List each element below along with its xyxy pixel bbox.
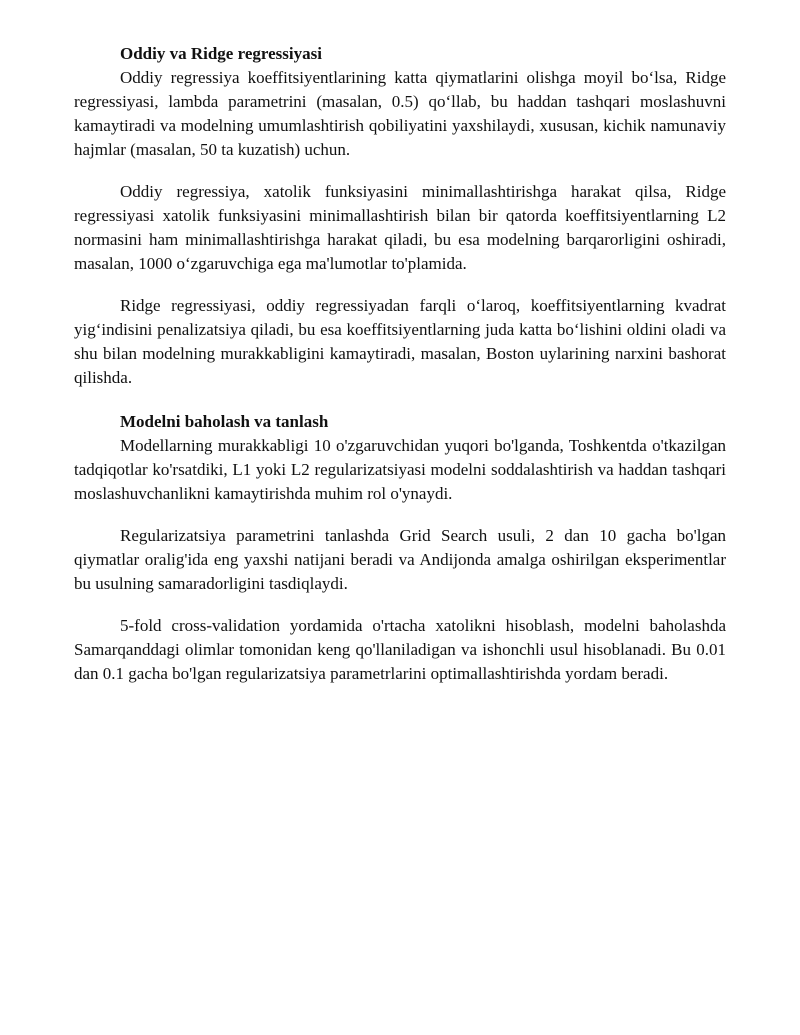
paragraph-spacer <box>74 276 726 294</box>
paragraph-spacer <box>74 162 726 180</box>
section-spacer <box>74 390 726 410</box>
paragraph-spacer <box>74 596 726 614</box>
document-page <box>74 42 726 686</box>
paragraph: Modellarning murakkabligi 10 o'zgaruvchidan yuqori bo'lganda, Toshkentda o'tkazilgan tadqiqotlar ko'rsatdiki, L1 yoki L2 regularizatsiyasi modelni soddalashtirish va haddan tashqari moslashuvchanlikni kamaytirishda muhim rol o'ynaydi. <box>74 436 726 503</box>
paragraph: Oddiy regressiya, xatolik funksiyasini minimallashtirishga harakat qilsa, Ridge regressiyasi xatolik funksiyasini minimallashtirish bilan bir qatorda koeffitsiyentlarning L2 normasini ham minimallashtirishga harakat qiladi, bu esa modelning barqarorligini oshiradi, masalan, 1000 o‘zgaruvchiga ega ma'lumotlar to'plamida. <box>74 182 726 273</box>
paragraph: Oddiy regressiya koeffitsiyentlarining katta qiymatlarini olishga moyil bo‘lsa, Ridge regressiyasi, lambda parametrini (masalan, 0.5) qo‘llab, bu haddan tashqari moslashuvni kamaytiradi va modelning umumlashtirish qobiliyatini yaxshilaydi, xususan, kichik namunaviy hajmlar (masalan, 50 ta kuzatish) uchun. <box>74 68 726 159</box>
paragraph: 5-fold cross-validation yordamida o'rtacha xatolikni hisoblash, modelni baholashda Samarqanddagi olimlar tomonidan keng qo'llaniladigan va ishonchli usul hisoblanadi. Bu 0.01 dan 0.1 gacha bo'lgan regularizatsiya parametrlarini optimallashtirishda yordam beradi. <box>74 616 726 683</box>
paragraph: Ridge regressiyasi, oddiy regressiyadan farqli o‘laroq, koeffitsiyentlarning kvadrat yig‘indisini penalizatsiya qiladi, bu esa koeffitsiyentlarning juda katta bo‘lishini oldini oladi va shu bilan modelning murakkabligini kamaytiradi, masalan, Boston uylarining narxini bashorat qilishda. <box>74 296 726 387</box>
section-heading-ridge: Oddiy va Ridge regressiyasi <box>120 44 322 63</box>
paragraph: Regularizatsiya parametrini tanlashda Grid Search usuli, 2 dan 10 gacha bo'lgan qiymatlar oralig'ida eng yaxshi natijani beradi va Andijonda amalga oshirilgan eksperimentlar bu usulning samaradorligini tasdiqlaydi. <box>74 526 726 593</box>
paragraph-spacer <box>74 506 726 524</box>
section-heading-model-evaluation: Modelni baholash va tanlash <box>120 412 329 431</box>
